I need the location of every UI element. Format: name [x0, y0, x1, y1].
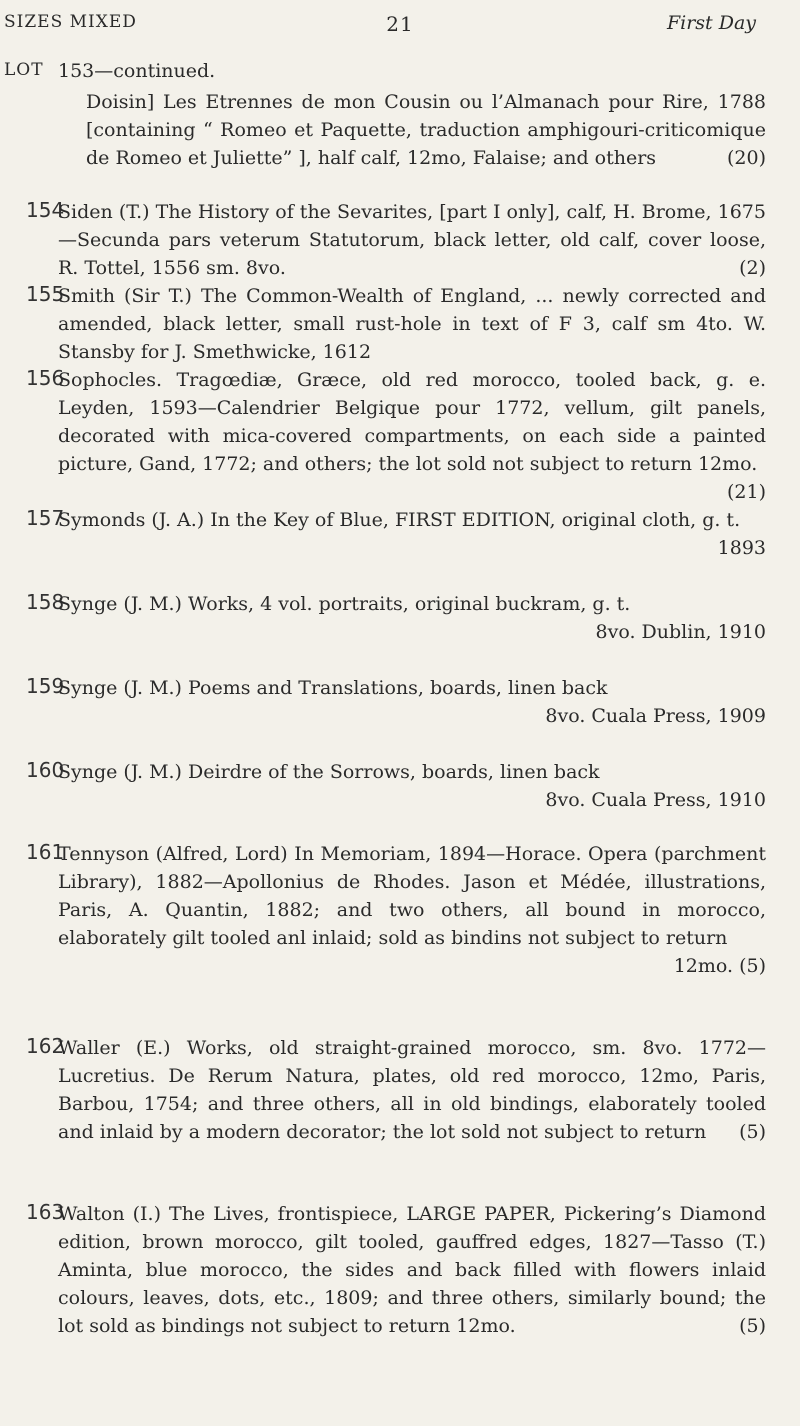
lot-number: 157 — [26, 506, 65, 530]
lot-ref: (20) — [726, 147, 766, 169]
lot-description — [58, 674, 766, 730]
lot-ref: 8vo. Cuala Press, 1910 — [545, 789, 766, 811]
lot-number: 160 — [26, 758, 65, 782]
lot-description — [58, 840, 766, 980]
lot-column-label: LOT — [4, 60, 44, 80]
lot-text: Sophocles. Tragœdiæ, Græce, old red morocco, tooled back, g. e. Leyden, 1593—Calendrier Belgique pour 1772, vellum, gilt panels, decorated with mica-covered compartments, on each side a painted picture, Gand, 1772; and others; the lot sold not subject to return 12mo. — [58, 369, 766, 475]
lot-number: 154 — [26, 198, 65, 222]
header-section: SIZES MIXED — [4, 12, 137, 32]
lot-number: 158 — [26, 590, 65, 614]
lot-text: Symonds (J. A.) In the Key of Blue, FIRST EDITION, original cloth, g. t. — [58, 509, 741, 531]
lot-description — [58, 282, 766, 366]
lot-text: Walton (I.) The Lives, frontispiece, LARGE PAPER, Pickering’s Diamond edition, brown morocco, gilt tooled, gauffred edges, 1827—Tasso (T.) Aminta, blue morocco, the sides and back filled with flowers inlaid colours, leaves, dots, etc., 1809; and three others, similarly bound; the lot sold as bindings not subject to return 12mo. — [58, 1203, 766, 1337]
continued-label: 153—continued. — [58, 60, 216, 82]
lot-text: Tennyson (Alfred, Lord) In Memoriam, 1894—Horace. Opera (parchment Library), 1882—Apollonius de Rhodes. Jason et Médée, illustrations, Paris, A. Quantin, 1882; and two others, all bound in morocco, elaborately gilt tooled anl inlaid; sold as bindins not subject to return — [58, 843, 766, 949]
lot-number: 163 — [26, 1200, 65, 1224]
lot-description — [58, 1200, 766, 1340]
lot-description — [58, 758, 766, 814]
lot-text: Synge (J. M.) Deirdre of the Sorrows, boards, linen back — [58, 761, 600, 783]
lot-ref: (2) — [739, 257, 766, 279]
header-sale-day: First Day — [666, 12, 756, 34]
lot-number: 159 — [26, 674, 65, 698]
lot-ref: (5) — [739, 1121, 766, 1143]
lot-text: Synge (J. M.) Works, 4 vol. portraits, original buckram, g. t. — [58, 593, 631, 615]
running-header — [0, 12, 800, 42]
lot-description — [58, 590, 766, 646]
lot-description — [58, 198, 766, 282]
lot-description — [86, 88, 766, 172]
lot-ref: (21) — [726, 481, 766, 503]
lot-text: Synge (J. M.) Poems and Translations, boards, linen back — [58, 677, 608, 699]
page-number: 21 — [386, 12, 414, 36]
lot-text: Doisin] Les Etrennes de mon Cousin ou l’Almanach pour Rire, 1788 [containing “ Romeo et Paquette, traduction amphigouri-criticomique de Romeo et Juliette” ], half calf, 12mo, Falaise; and others — [86, 91, 766, 169]
lot-description — [58, 366, 766, 506]
lot-ref: (5) — [739, 1315, 766, 1337]
lot-text: Smith (Sir T.) The Common-Wealth of England, ... newly corrected and amended, black letter, small rust-hole in text of F 3, calf sm 4to. W. Stansby for J. Smethwicke, 1612 — [58, 285, 766, 363]
lot-text: Waller (E.) Works, old straight-grained morocco, sm. 8vo. 1772—Lucretius. De Rerum Natura, plates, old red morocco, 12mo, Paris, Barbou, 1754; and three others, all in old bindings, elaborately tooled and inlaid by a modern decorator; the lot sold not subject to return — [58, 1037, 766, 1143]
lot-text: Siden (T.) The History of the Sevarites, [part I only], calf, H. Brome, 1675—Secunda pars veterum Statutorum, black letter, old calf, cover loose, R. Tottel, 1556 sm. 8vo. — [58, 201, 766, 279]
lot-number: 156 — [26, 366, 65, 390]
lot-ref: 1893 — [717, 537, 766, 559]
lot-ref: 8vo. Cuala Press, 1909 — [545, 705, 766, 727]
lot-description — [58, 1034, 766, 1146]
lot-ref: 12mo. (5) — [673, 955, 766, 977]
lot-number: 161 — [26, 840, 65, 864]
lot-description — [58, 506, 766, 562]
lot-ref: 8vo. Dublin, 1910 — [595, 621, 766, 643]
lot-number: 155 — [26, 282, 65, 306]
lot-number: 162 — [26, 1034, 65, 1058]
